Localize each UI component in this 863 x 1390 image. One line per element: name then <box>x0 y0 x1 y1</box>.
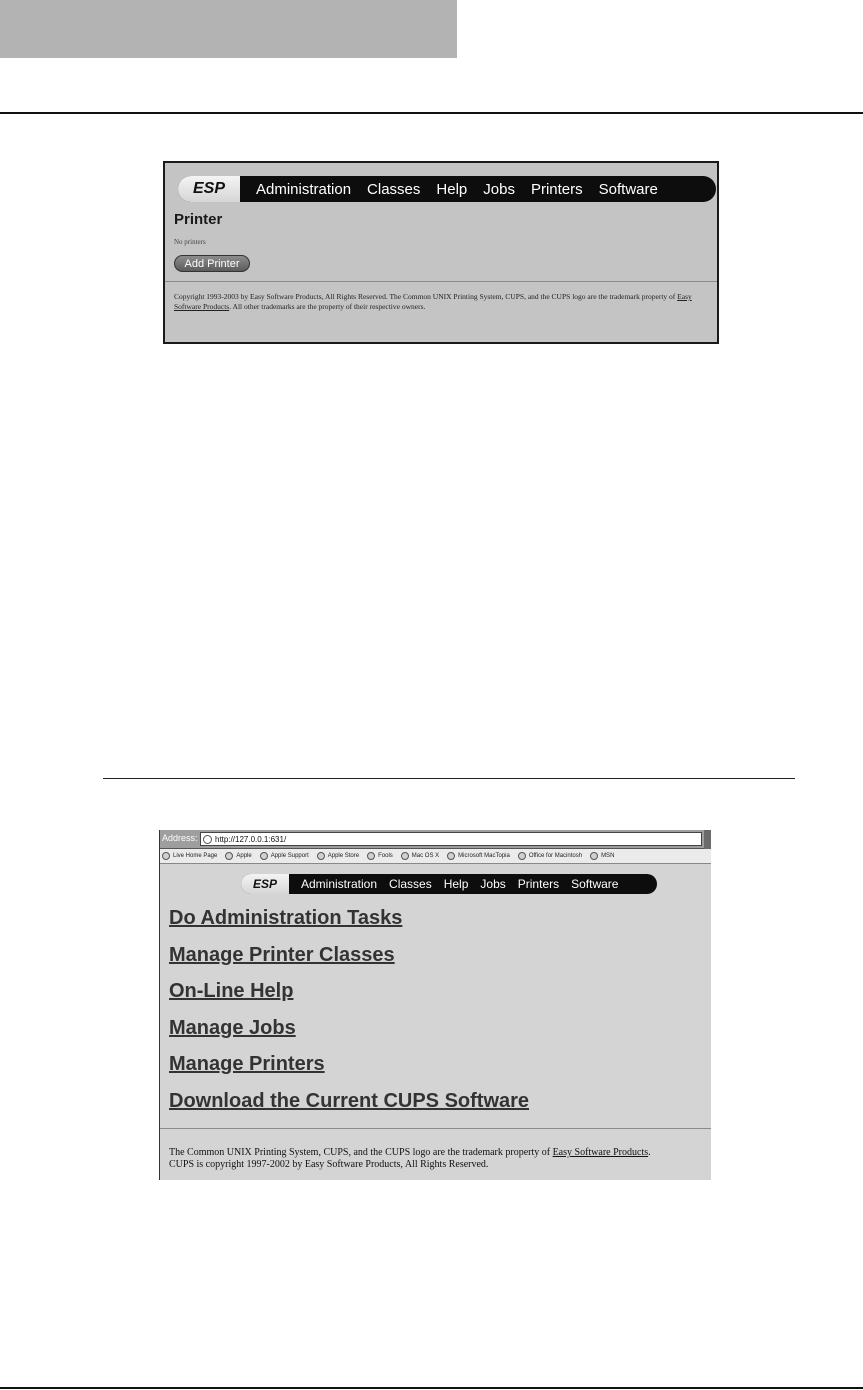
bookmark-icon <box>518 852 526 860</box>
bookmark-label: Microsoft MacTopia <box>458 853 510 859</box>
bookmark-label: Apple Store <box>327 853 360 859</box>
page-title: Printer <box>174 211 223 228</box>
bookmark-live-home-page[interactable] <box>162 852 217 860</box>
nav-help[interactable]: Help <box>443 877 469 891</box>
footer-line-2: CUPS is copyright 1997-2002 by Easy Software Products, All Rights Reserved. <box>169 1159 489 1170</box>
bookmark-apple-support[interactable] <box>260 852 309 860</box>
bookmark-microsoft-mactopia[interactable] <box>447 852 510 860</box>
bookmark-icon <box>447 852 455 860</box>
footer-line-1 <box>169 1147 651 1159</box>
bookmark-icon <box>260 852 268 860</box>
easy-software-products-link[interactable]: Easy Software Products <box>552 1147 649 1158</box>
bookmark-icon <box>317 852 325 860</box>
nav-jobs[interactable]: Jobs <box>480 877 506 891</box>
copyright-text: Copyright 1993-2003 by Easy Software Products, All Rights Reserved. The Common UNIX Printing System, CUPS, and the CUPS logo are the trademark property of <box>174 292 678 301</box>
nav-software[interactable]: Software <box>571 877 619 891</box>
globe-icon <box>203 835 212 844</box>
nav-printers[interactable]: Printers <box>530 180 583 198</box>
nav-administration[interactable]: Administration <box>256 180 352 198</box>
bottom-rule <box>0 1387 863 1389</box>
nav-help[interactable]: Help <box>436 180 468 198</box>
screenshot-cups-home <box>159 830 711 1180</box>
bookmark-label: Fools <box>378 853 393 859</box>
bookmark-icon <box>590 852 598 860</box>
screenshot-printer-page <box>163 161 719 344</box>
add-printer-button[interactable]: Add Printer <box>174 255 250 272</box>
bookmarks-bar <box>160 849 711 864</box>
address-bar <box>160 830 711 849</box>
address-field[interactable] <box>200 832 702 846</box>
link-manage-printer-classes[interactable]: Manage Printer Classes <box>169 943 395 966</box>
esp-logo[interactable]: ESP <box>241 874 289 894</box>
copyright-notice <box>174 292 714 312</box>
bookmark-icon <box>401 852 409 860</box>
nav-administration[interactable]: Administration <box>301 877 378 891</box>
address-label: Address: <box>162 833 198 843</box>
bookmark-msn[interactable] <box>590 852 614 860</box>
nav-classes[interactable]: Classes <box>367 180 421 198</box>
divider <box>160 1128 711 1129</box>
bookmark-mac-os-x[interactable] <box>401 852 439 860</box>
section-rule <box>103 778 795 779</box>
nav-classes[interactable]: Classes <box>389 877 432 891</box>
footer-period: . <box>648 1147 651 1158</box>
bookmark-label: Mac OS X <box>411 853 440 859</box>
divider <box>165 281 717 282</box>
bookmark-label: Live Home Page <box>173 853 218 859</box>
bookmark-label: Apple Support <box>270 853 309 859</box>
bookmark-label: MSN <box>601 853 615 859</box>
no-printers-text: No printers <box>174 238 206 246</box>
link-manage-jobs[interactable]: Manage Jobs <box>169 1016 296 1039</box>
bookmark-label: Office for Macintosh <box>528 853 583 859</box>
bookmark-apple-store[interactable] <box>317 852 359 860</box>
footer-text: The Common UNIX Printing System, CUPS, and the CUPS logo are the trademark property of <box>169 1147 553 1158</box>
link-manage-printers[interactable]: Manage Printers <box>169 1053 325 1075</box>
bookmark-icon <box>225 852 233 860</box>
esp-logo[interactable]: ESP <box>178 176 240 202</box>
main-links <box>169 906 529 1125</box>
nav-jobs[interactable]: Jobs <box>483 180 515 198</box>
nav-software[interactable]: Software <box>598 180 658 198</box>
esp-nav-bar <box>241 874 657 894</box>
link-on-line-help[interactable]: On-Line Help <box>169 980 294 1002</box>
address-url[interactable]: http://127.0.0.1:631/ <box>215 834 287 844</box>
bookmark-icon <box>162 852 170 860</box>
bookmark-fools[interactable] <box>367 852 393 860</box>
bookmark-apple[interactable] <box>225 852 251 860</box>
link-download-cups-software[interactable]: Download the Current CUPS Software <box>169 1089 530 1112</box>
nav-printers[interactable]: Printers <box>517 877 560 891</box>
chapter-header-tab <box>0 0 457 58</box>
copyright-text-end: . All other trademarks are the property of their respective owners. <box>229 302 426 311</box>
address-bar-end <box>704 830 711 849</box>
bookmark-icon <box>367 852 375 860</box>
easy-software-products-link[interactable]: Easy Software Products <box>174 292 692 311</box>
top-rule <box>0 112 863 114</box>
esp-nav-bar <box>178 176 716 202</box>
footer <box>169 1147 651 1171</box>
bookmark-office-for-macintosh[interactable] <box>518 852 582 860</box>
link-do-administration-tasks[interactable]: Do Administration Tasks <box>169 907 403 929</box>
bookmark-label: Apple <box>236 853 252 859</box>
